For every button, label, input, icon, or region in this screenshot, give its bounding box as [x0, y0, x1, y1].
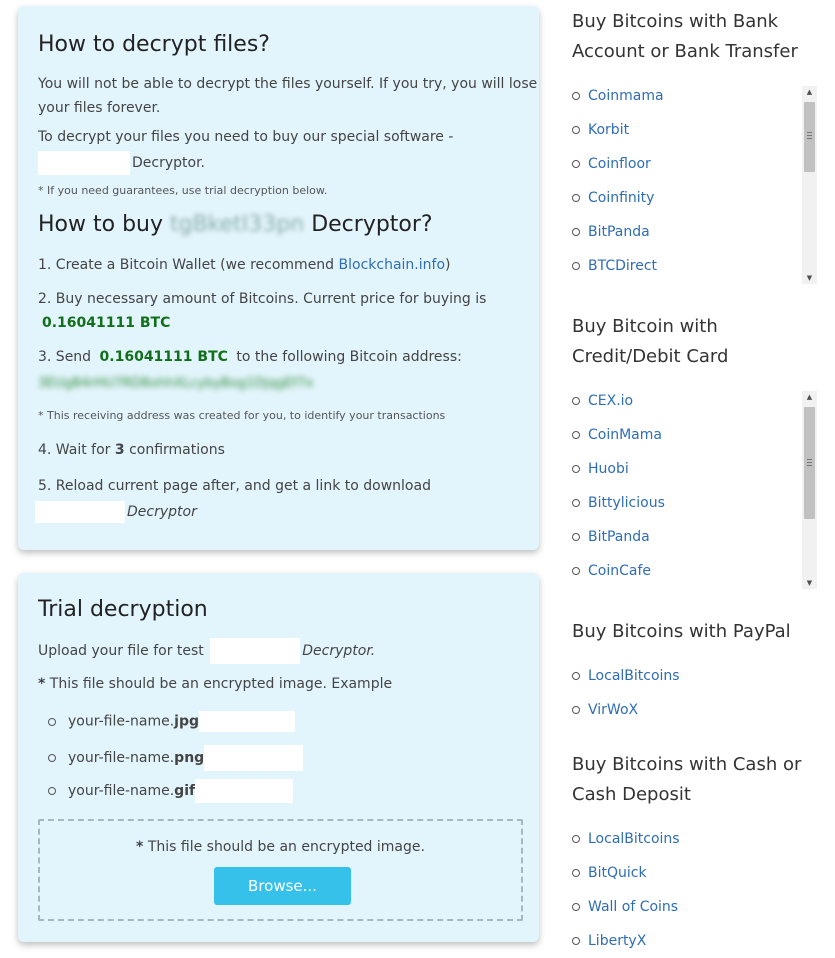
bullet-icon	[572, 126, 580, 134]
cash-section-title: Buy Bitcoins with Cash or Cash Deposit	[572, 754, 802, 805]
bullet-icon	[572, 160, 580, 168]
bullet-icon	[572, 672, 580, 680]
file-ext: jpg	[174, 713, 200, 730]
file-name: your-file-name.	[68, 750, 175, 766]
list-item	[572, 88, 664, 104]
drop-star: *	[136, 839, 144, 855]
step-5: 5. Reload current page after, and get a link to download	[38, 478, 431, 494]
btc-address-blurred: 3EUgB4rHU7RD8ohhXLcybyBog1DjqgEf7x	[38, 376, 314, 391]
grip-line	[807, 465, 812, 466]
paypal-section-title: Buy Bitcoins with PayPal	[572, 621, 791, 642]
list-item	[572, 190, 654, 206]
bullet-icon	[572, 465, 580, 473]
exchange-link[interactable]: BTCDirect	[588, 258, 658, 274]
card-section-title: Buy Bitcoin with Credit/Debit Card	[572, 316, 729, 367]
browse-button[interactable]: Browse...	[214, 867, 351, 905]
redacted-name	[35, 501, 125, 523]
list-item	[572, 122, 629, 138]
step3-prefix: 3. Send	[38, 349, 92, 365]
bullet-icon	[572, 431, 580, 439]
exchange-link[interactable]: CoinCafe	[588, 563, 651, 579]
grip-line	[807, 138, 812, 139]
bullet-icon	[572, 533, 580, 541]
list-item	[572, 529, 650, 545]
cash-exchange-list	[572, 831, 817, 956]
decrypt-para1-line2: your files forever.	[38, 100, 161, 116]
step-5-line2	[38, 501, 197, 523]
paypal-exchange-list	[572, 668, 817, 728]
drop-text: This file should be an encrypted image.	[143, 839, 425, 855]
upload-prefix: Upload your file for test	[38, 643, 204, 659]
scroll-down-icon[interactable]: ▼	[806, 579, 813, 587]
bullet-icon	[572, 869, 580, 877]
list-item	[572, 831, 680, 847]
redacted-sample	[195, 779, 293, 803]
step-3	[38, 349, 462, 365]
bullet-icon	[572, 228, 580, 236]
redacted-sample	[204, 745, 303, 771]
price-amount: 0.16041111 BTC	[42, 315, 171, 331]
example-file-png	[48, 745, 303, 771]
bank-exchange-list[interactable]	[572, 86, 817, 284]
redacted-sample	[199, 711, 295, 732]
scroll-down-icon[interactable]: ▼	[806, 274, 813, 282]
exchange-link[interactable]: CoinMama	[588, 427, 662, 443]
address-note: * This receiving address was created for you, to identify your transactions	[38, 409, 446, 422]
example-note	[38, 676, 392, 692]
step3-suffix: to the following Bitcoin address:	[236, 349, 462, 365]
decryptor-word: Decryptor.	[132, 155, 205, 171]
scroll-thumb[interactable]	[804, 407, 815, 519]
grip-line	[807, 135, 812, 136]
guarantee-note: * If you need guarantees, use trial decryption below.	[38, 184, 328, 197]
list-item	[572, 933, 646, 949]
step-1	[38, 257, 450, 273]
upload-suffix: Decryptor.	[302, 643, 376, 659]
decrypt-para2-line1: To decrypt your files you need to buy our special software -	[38, 129, 454, 145]
redacted-name	[210, 638, 300, 664]
redacted-name	[38, 151, 130, 175]
bullet-icon	[48, 787, 56, 795]
bullet-icon	[572, 397, 580, 405]
bullet-icon	[572, 567, 580, 575]
bullet-icon	[572, 706, 580, 714]
step1-suffix: )	[445, 257, 451, 273]
scroll-up-icon[interactable]: ▲	[806, 88, 813, 96]
bullet-icon	[572, 262, 580, 270]
bank-section-title: Buy Bitcoins with Bank Account or Bank Transfer	[572, 11, 798, 62]
step1-prefix: 1. Create a Bitcoin Wallet (we recommend	[38, 257, 339, 273]
exchange-link[interactable]: Huobi	[588, 461, 629, 477]
buy-title-prefix: How to buy	[38, 212, 163, 237]
blockchain-link[interactable]: Blockchain.info	[338, 257, 446, 273]
grip-line	[807, 459, 812, 460]
drop-zone-text	[40, 839, 521, 855]
list-item	[572, 427, 662, 443]
file-name: your-file-name.	[68, 783, 175, 799]
card-exchange-list[interactable]	[572, 391, 817, 589]
bullet-icon	[572, 903, 580, 911]
example-file-gif	[48, 779, 293, 803]
trial-title: Trial decryption	[38, 597, 208, 622]
confirmations-count: 3	[114, 442, 125, 458]
buy-title	[38, 212, 433, 237]
bullet-icon	[572, 194, 580, 202]
exchange-link[interactable]: BitQuick	[588, 865, 647, 881]
example-star: *	[38, 676, 46, 692]
grip-line	[807, 462, 812, 463]
list-item	[572, 702, 638, 718]
step-2: 2. Buy necessary amount of Bitcoins. Current price for buying is	[38, 291, 487, 307]
list-item	[572, 899, 678, 915]
file-ext: png	[174, 750, 205, 766]
buy-title-suffix: Decryptor?	[311, 212, 433, 237]
bullet-icon	[572, 835, 580, 843]
exchange-link[interactable]: LocalBitcoins	[588, 668, 680, 684]
card-list-scrollbar[interactable]	[802, 391, 817, 589]
decrypt-para1-line1: You will not be able to decrypt the files yourself. If you try, you will lose	[38, 76, 538, 92]
exchange-link[interactable]: Korbit	[588, 122, 630, 138]
decrypt-title: How to decrypt files?	[38, 32, 270, 57]
list-item	[572, 865, 647, 881]
send-amount: 0.16041111 BTC	[99, 349, 228, 365]
bank-list-scrollbar[interactable]	[802, 86, 817, 284]
buy-title-blurred-name: tgBketI33pn	[170, 212, 305, 237]
bullet-icon	[48, 718, 56, 726]
decryptor-italic: Decryptor	[127, 504, 197, 520]
bullet-icon	[572, 92, 580, 100]
exchange-link[interactable]: Coinfloor	[588, 156, 651, 172]
step-4	[38, 442, 225, 458]
example-text: This file should be an encrypted image. Example	[45, 676, 393, 692]
decrypt-instructions-card	[18, 6, 539, 550]
file-name: your-file-name.	[68, 713, 175, 730]
list-item	[572, 495, 665, 511]
file-ext: gif	[174, 783, 196, 799]
exchange-link[interactable]: Bittylicious	[588, 495, 665, 511]
exchange-link[interactable]: LocalBitcoins	[588, 831, 680, 847]
list-item	[572, 258, 657, 274]
btc-address[interactable]	[38, 376, 313, 391]
bullet-icon	[572, 499, 580, 507]
trial-decryption-card	[18, 573, 539, 942]
grip-line	[807, 132, 812, 133]
list-item	[572, 461, 629, 477]
bullet-icon	[48, 754, 56, 762]
list-item	[572, 668, 680, 684]
exchange-link[interactable]: Coinmama	[588, 88, 664, 104]
upload-line	[38, 638, 375, 664]
list-item	[572, 156, 651, 172]
exchange-link[interactable]: BitPanda	[588, 224, 650, 240]
exchange-link[interactable]: CEX.io	[588, 393, 634, 409]
step4-prefix: 4. Wait for	[38, 442, 115, 458]
exchange-link[interactable]: Wall of Coins	[588, 899, 679, 915]
exchange-link[interactable]: Coinfinity	[588, 190, 655, 206]
list-item	[572, 224, 650, 240]
step4-suffix: confirmations	[124, 442, 225, 458]
exchange-link[interactable]: BitPanda	[588, 529, 650, 545]
exchange-link[interactable]: VirWoX	[588, 702, 639, 718]
scroll-up-icon[interactable]: ▲	[806, 393, 813, 401]
bullet-icon	[572, 937, 580, 945]
list-item	[572, 393, 633, 409]
list-item	[572, 563, 651, 579]
exchange-link[interactable]: LibertyX	[588, 933, 647, 949]
decrypt-para2-line2	[38, 151, 205, 175]
file-drop-zone[interactable]	[38, 819, 523, 921]
example-file-jpg	[48, 711, 295, 732]
scroll-thumb[interactable]	[804, 102, 815, 172]
